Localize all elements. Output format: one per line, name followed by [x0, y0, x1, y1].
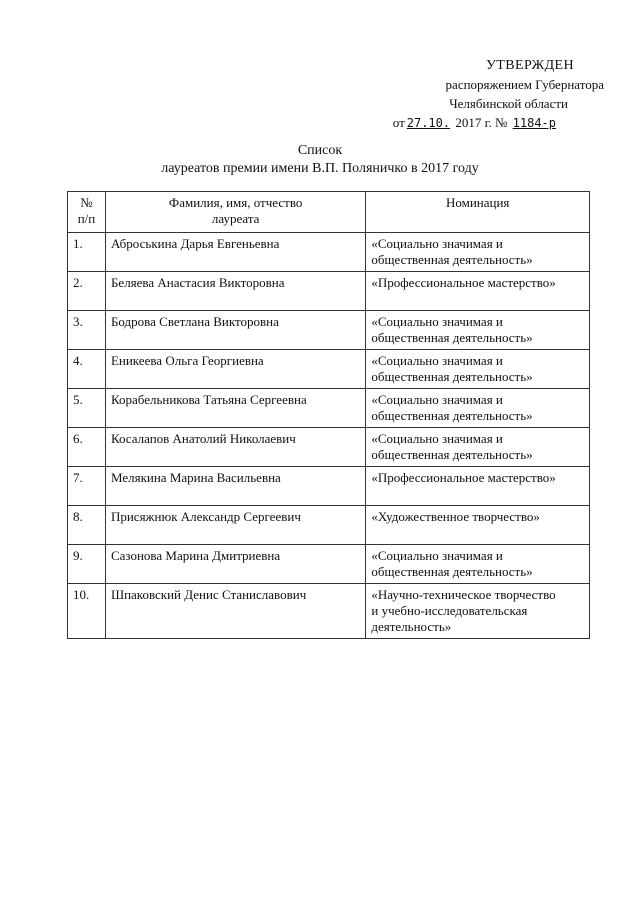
- row-number: 8.: [68, 506, 106, 545]
- laureate-name: Беляева Анастасия Викторовна: [105, 272, 365, 311]
- nomination-cell: [366, 506, 590, 545]
- date-prefix: от: [392, 115, 405, 130]
- laureate-name: Косалапов Анатолий Николаевич: [105, 428, 365, 467]
- header-name: [105, 192, 365, 233]
- handwritten-number: 1184-р: [512, 116, 556, 130]
- laureate-name: Сазонова Марина Дмитриевна: [105, 545, 365, 584]
- nomination-line: «Социально значимая и: [371, 548, 503, 563]
- table-row: [68, 428, 590, 467]
- nomination-line: и учебно-исследовательская: [371, 603, 528, 618]
- row-number: 1.: [68, 233, 106, 272]
- table-row: [68, 467, 590, 506]
- table-row: [68, 272, 590, 311]
- nomination-line: общественная деятельность»: [371, 408, 533, 423]
- table-row: [68, 389, 590, 428]
- nomination-cell: [366, 350, 590, 389]
- header-num-line2: п/п: [77, 211, 96, 226]
- nomination-line: «Социально значимая и: [371, 392, 503, 407]
- laureate-name: Корабельникова Татьяна Сергеевна: [105, 389, 365, 428]
- table-header-row: [68, 192, 590, 233]
- nomination-line: «Профессиональное мастерство»: [371, 275, 556, 290]
- nomination-line: «Научно-техническое творчество: [371, 587, 556, 602]
- nomination-line: «Социально значимая и: [371, 353, 503, 368]
- row-number: 6.: [68, 428, 106, 467]
- laureate-name: Аброськина Дарья Евгеньевна: [105, 233, 365, 272]
- table-row: [68, 506, 590, 545]
- approval-block: [393, 56, 604, 133]
- nomination-cell: [366, 584, 590, 639]
- laureates-table: [67, 191, 590, 639]
- nomination-cell: [366, 428, 590, 467]
- row-number: 4.: [68, 350, 106, 389]
- nomination-line: общественная деятельность»: [371, 447, 533, 462]
- nomination-cell: [366, 272, 590, 311]
- nomination-line: общественная деятельность»: [371, 252, 533, 267]
- nomination-line: общественная деятельность»: [371, 369, 533, 384]
- date-suffix: 2017 г. №: [455, 115, 508, 130]
- heading-title: Список: [297, 143, 343, 158]
- header-name-line2: лауреата: [211, 211, 260, 226]
- nomination-line: «Профессиональное мастерство»: [371, 470, 556, 485]
- approval-date-line: [393, 113, 558, 133]
- nomination-cell: [366, 545, 590, 584]
- approval-line-region: Челябинской области: [449, 96, 568, 111]
- row-number: 5.: [68, 389, 106, 428]
- laureate-name: Присяжнюк Александр Сергеевич: [105, 506, 365, 545]
- laureate-name: Мелякина Марина Васильевна: [105, 467, 365, 506]
- header-name-line1: Фамилия, имя, отчество: [168, 195, 303, 210]
- row-number: 2.: [68, 272, 106, 311]
- laureate-name: Бодрова Светлана Викторовна: [105, 311, 365, 350]
- nomination-line: «Социально значимая и: [371, 431, 503, 446]
- table-row: [68, 233, 590, 272]
- header-num: [68, 192, 106, 233]
- nomination-line: «Социально значимая и: [371, 236, 503, 251]
- nomination-line: «Художественное творчество»: [371, 509, 540, 524]
- laureate-name: Еникеева Ольга Георгиевна: [105, 350, 365, 389]
- nomination-cell: [366, 233, 590, 272]
- header-num-line1: №: [80, 195, 93, 210]
- nomination-cell: [366, 389, 590, 428]
- nomination-line: общественная деятельность»: [371, 564, 533, 579]
- nomination-cell: [366, 467, 590, 506]
- laureate-name: Шпаковский Денис Станиславович: [105, 584, 365, 639]
- table-row: [68, 545, 590, 584]
- header-nomination: Номинация: [366, 192, 590, 233]
- heading-subtitle: лауреатов премии имени В.П. Поляничко в 2017 году: [161, 161, 479, 176]
- row-number: 7.: [68, 467, 106, 506]
- row-number: 10.: [68, 584, 106, 639]
- row-number: 9.: [68, 545, 106, 584]
- nomination-cell: [366, 311, 590, 350]
- table-row: [68, 311, 590, 350]
- handwritten-date: 27.10.: [406, 116, 451, 130]
- document-heading: [0, 142, 640, 178]
- nomination-line: деятельность»: [371, 619, 452, 634]
- approval-line-decree: распоряжением Губернатора: [445, 77, 604, 92]
- table-row: [68, 584, 590, 639]
- nomination-line: «Социально значимая и: [371, 314, 503, 329]
- nomination-line: общественная деятельность»: [371, 330, 533, 345]
- table-row: [68, 350, 590, 389]
- approval-title: УТВЕРЖДЕН: [485, 58, 574, 73]
- row-number: 3.: [68, 311, 106, 350]
